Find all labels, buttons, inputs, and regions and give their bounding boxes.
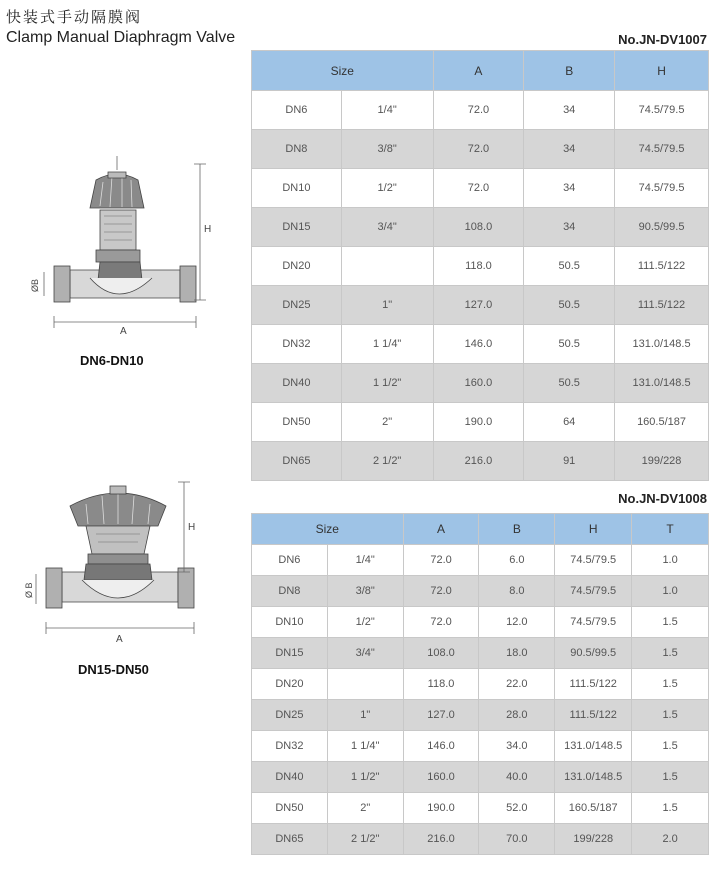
table-row — [252, 700, 709, 731]
cell-h: 131.0/148.5 — [555, 731, 632, 762]
cell-h: 160.5/187 — [615, 403, 709, 442]
cell-inch: 1/4" — [327, 545, 403, 576]
cell-t: 1.5 — [632, 731, 709, 762]
cell-b: 8.0 — [479, 576, 555, 607]
cell-dn: DN20 — [252, 247, 342, 286]
cell-h: 199/228 — [555, 824, 632, 855]
table-row — [252, 364, 709, 403]
header-h: H — [555, 514, 632, 545]
dimension-b-label-2: Ø B — [24, 582, 34, 598]
table-row — [252, 638, 709, 669]
cell-h: 74.5/79.5 — [615, 130, 709, 169]
cell-dn: DN6 — [252, 545, 328, 576]
cell-dn: DN20 — [252, 669, 328, 700]
spec-table-dv1008 — [251, 513, 709, 855]
cell-b: 18.0 — [479, 638, 555, 669]
cell-inch: 3/4" — [327, 638, 403, 669]
spec-table-dv1007 — [251, 50, 709, 481]
cell-b: 12.0 — [479, 607, 555, 638]
cell-inch: 2 1/2" — [327, 824, 403, 855]
valve-drawing-large — [26, 476, 216, 646]
cell-inch — [327, 669, 403, 700]
table-row — [252, 403, 709, 442]
cell-dn: DN10 — [252, 607, 328, 638]
cell-inch: 1 1/2" — [341, 364, 433, 403]
header-b: B — [524, 51, 615, 91]
cell-a: 216.0 — [433, 442, 524, 481]
cell-inch: 1" — [341, 286, 433, 325]
cell-b: 28.0 — [479, 700, 555, 731]
cell-dn: DN25 — [252, 700, 328, 731]
table-header-row — [252, 514, 709, 545]
cell-b: 34 — [524, 130, 615, 169]
cell-a: 72.0 — [403, 607, 479, 638]
model-number-1: No.JN-DV1007 — [618, 32, 707, 47]
cell-t: 1.5 — [632, 638, 709, 669]
table-row — [252, 731, 709, 762]
cell-inch: 1 1/4" — [327, 731, 403, 762]
cell-dn: DN50 — [252, 403, 342, 442]
cell-t: 2.0 — [632, 824, 709, 855]
cell-inch: 1 1/2" — [327, 762, 403, 793]
header-b: B — [479, 514, 555, 545]
valve-drawing-small — [30, 150, 210, 340]
cell-b: 34.0 — [479, 731, 555, 762]
figure-caption-large: DN15-DN50 — [78, 662, 149, 677]
cell-a: 127.0 — [433, 286, 524, 325]
cell-dn: DN40 — [252, 364, 342, 403]
cell-t: 1.5 — [632, 793, 709, 824]
cell-a: 72.0 — [403, 576, 479, 607]
cell-t: 1.5 — [632, 607, 709, 638]
table-row — [252, 762, 709, 793]
cell-b: 40.0 — [479, 762, 555, 793]
cell-dn: DN15 — [252, 208, 342, 247]
model-number-2: No.JN-DV1008 — [618, 491, 707, 506]
cell-dn: DN25 — [252, 286, 342, 325]
cell-inch: 1 1/4" — [341, 325, 433, 364]
cell-dn: DN6 — [252, 91, 342, 130]
cell-dn: DN15 — [252, 638, 328, 669]
cell-h: 131.0/148.5 — [615, 364, 709, 403]
figure-caption-small: DN6-DN10 — [80, 353, 144, 368]
table-row — [252, 669, 709, 700]
cell-h: 90.5/99.5 — [555, 638, 632, 669]
cell-a: 72.0 — [433, 130, 524, 169]
cell-dn: DN32 — [252, 731, 328, 762]
cell-dn: DN10 — [252, 169, 342, 208]
cell-t: 1.5 — [632, 669, 709, 700]
cell-h: 111.5/122 — [615, 247, 709, 286]
table-row — [252, 130, 709, 169]
cell-a: 108.0 — [433, 208, 524, 247]
cell-a: 118.0 — [403, 669, 479, 700]
cell-dn: DN8 — [252, 576, 328, 607]
cell-b: 91 — [524, 442, 615, 481]
cell-a: 160.0 — [403, 762, 479, 793]
cell-t: 1.5 — [632, 762, 709, 793]
cell-inch: 1/2" — [341, 169, 433, 208]
cell-h: 199/228 — [615, 442, 709, 481]
cell-h: 111.5/122 — [555, 669, 632, 700]
cell-h: 160.5/187 — [555, 793, 632, 824]
table-row — [252, 247, 709, 286]
table-row — [252, 325, 709, 364]
table-row — [252, 169, 709, 208]
cell-b: 70.0 — [479, 824, 555, 855]
cell-a: 190.0 — [433, 403, 524, 442]
cell-a: 127.0 — [403, 700, 479, 731]
dimension-a-label: A — [120, 326, 127, 337]
table-row — [252, 91, 709, 130]
cell-h: 111.5/122 — [615, 286, 709, 325]
cell-b: 52.0 — [479, 793, 555, 824]
cell-inch: 3/8" — [327, 576, 403, 607]
cell-b: 6.0 — [479, 545, 555, 576]
cell-h: 74.5/79.5 — [615, 91, 709, 130]
cell-inch: 3/8" — [341, 130, 433, 169]
cell-b: 34 — [524, 208, 615, 247]
header-t: T — [632, 514, 709, 545]
cell-b: 50.5 — [524, 325, 615, 364]
header-a: A — [433, 51, 524, 91]
dimension-h-label-2: H — [188, 522, 196, 533]
cell-a: 190.0 — [403, 793, 479, 824]
cell-t: 1.0 — [632, 576, 709, 607]
cell-inch — [341, 247, 433, 286]
cell-t: 1.0 — [632, 545, 709, 576]
cell-h: 74.5/79.5 — [555, 545, 632, 576]
table-row — [252, 576, 709, 607]
cell-a: 146.0 — [433, 325, 524, 364]
cell-b: 50.5 — [524, 364, 615, 403]
table-row — [252, 208, 709, 247]
dimension-a-label-2: A — [116, 634, 123, 645]
cell-h: 90.5/99.5 — [615, 208, 709, 247]
table-row — [252, 607, 709, 638]
cell-inch: 1/4" — [341, 91, 433, 130]
header-size: Size — [252, 51, 434, 91]
cell-inch: 1" — [327, 700, 403, 731]
cell-inch: 2" — [341, 403, 433, 442]
table-row — [252, 824, 709, 855]
cell-inch: 2" — [327, 793, 403, 824]
cell-a: 216.0 — [403, 824, 479, 855]
cell-h: 131.0/148.5 — [615, 325, 709, 364]
cell-b: 64 — [524, 403, 615, 442]
cell-h: 74.5/79.5 — [615, 169, 709, 208]
cell-dn: DN32 — [252, 325, 342, 364]
header-size: Size — [252, 514, 404, 545]
table-header-row — [252, 51, 709, 91]
cell-dn: DN40 — [252, 762, 328, 793]
cell-h: 111.5/122 — [555, 700, 632, 731]
dimension-b-label: ØB — [30, 278, 40, 292]
cell-h: 74.5/79.5 — [555, 607, 632, 638]
table-row — [252, 545, 709, 576]
cell-inch: 3/4" — [341, 208, 433, 247]
dimension-h-label: H — [204, 224, 212, 235]
cell-dn: DN8 — [252, 130, 342, 169]
cell-dn: DN65 — [252, 442, 342, 481]
cell-a: 160.0 — [433, 364, 524, 403]
cell-b: 50.5 — [524, 286, 615, 325]
cell-a: 146.0 — [403, 731, 479, 762]
cell-t: 1.5 — [632, 700, 709, 731]
table-row — [252, 793, 709, 824]
cell-dn: DN50 — [252, 793, 328, 824]
header-a: A — [403, 514, 479, 545]
cell-b: 22.0 — [479, 669, 555, 700]
cell-inch: 1/2" — [327, 607, 403, 638]
cell-dn: DN65 — [252, 824, 328, 855]
cell-inch: 2 1/2" — [341, 442, 433, 481]
header-h: H — [615, 51, 709, 91]
cell-a: 72.0 — [403, 545, 479, 576]
table-row — [252, 442, 709, 481]
cell-h: 74.5/79.5 — [555, 576, 632, 607]
cell-a: 118.0 — [433, 247, 524, 286]
title-english: Clamp Manual Diaphragm Valve — [6, 29, 236, 46]
cell-a: 72.0 — [433, 169, 524, 208]
cell-h: 131.0/148.5 — [555, 762, 632, 793]
cell-a: 108.0 — [403, 638, 479, 669]
cell-b: 50.5 — [524, 247, 615, 286]
title-chinese: 快装式手动隔膜阀 — [6, 8, 143, 26]
cell-b: 34 — [524, 169, 615, 208]
cell-a: 72.0 — [433, 91, 524, 130]
cell-b: 34 — [524, 91, 615, 130]
table-row — [252, 286, 709, 325]
